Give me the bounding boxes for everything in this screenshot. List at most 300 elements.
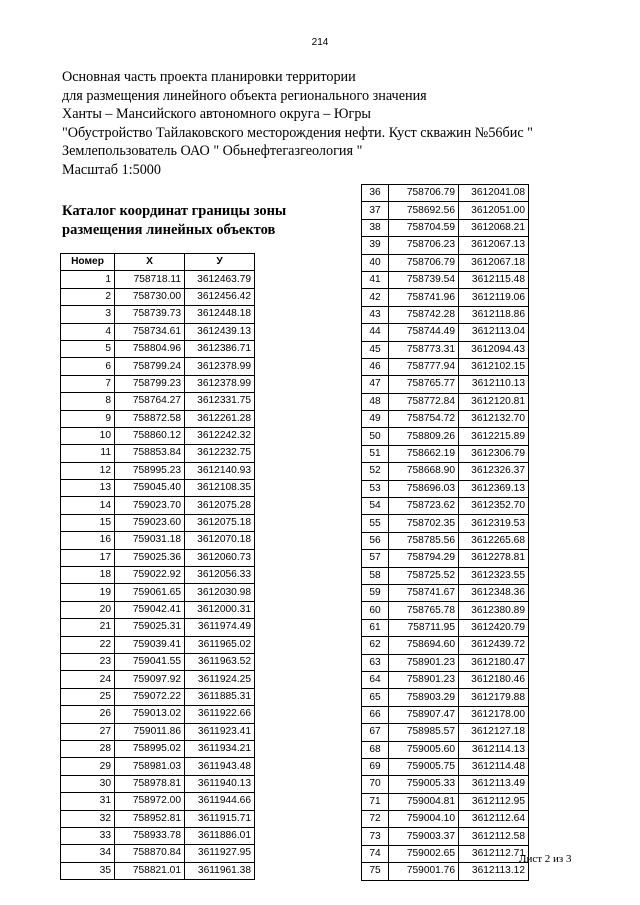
table-row [61,427,255,444]
table-row [61,306,255,323]
cell-y: 3612113.04 [459,324,529,341]
cell-num: 72 [362,811,389,828]
cell-y: 3612386.71 [185,340,255,357]
cell-y: 3612070.18 [185,532,255,549]
cell-y: 3612000.31 [185,601,255,618]
cell-num: 2 [61,288,115,305]
cell-x: 758739.54 [389,271,459,288]
cell-x: 758952.81 [115,810,185,827]
cell-x: 759061.65 [115,584,185,601]
cell-x: 758995.23 [115,462,185,479]
cell-y: 3611934.21 [185,740,255,757]
cell-y: 3612102.15 [459,358,529,375]
table-row [362,202,529,219]
cell-y: 3612278.81 [459,550,529,567]
cell-y: 3611961.38 [185,862,255,879]
cell-y: 3612463.79 [185,271,255,288]
cell-num: 15 [61,514,115,531]
cell-num: 53 [362,480,389,497]
cell-y: 3612113.12 [459,863,529,880]
table-row [362,654,529,671]
table-row [61,480,255,497]
cell-num: 18 [61,567,115,584]
cell-x: 759025.31 [115,619,185,636]
table-row [61,567,255,584]
coordinates-table-left [60,253,255,880]
cell-y: 3612265.68 [459,532,529,549]
cell-x: 759005.33 [389,776,459,793]
cell-num: 46 [362,358,389,375]
cell-y: 3612112.58 [459,828,529,845]
cell-y: 3612056.33 [185,567,255,584]
cell-x: 759041.55 [115,653,185,670]
cell-x: 758933.78 [115,827,185,844]
cell-y: 3612378.99 [185,375,255,392]
table-row [362,393,529,410]
cell-y: 3612112.95 [459,793,529,810]
table-row [362,428,529,445]
table-row [61,462,255,479]
cell-num: 19 [61,584,115,601]
cell-num: 11 [61,445,115,462]
cell-num: 49 [362,411,389,428]
cell-num: 55 [362,515,389,532]
cell-y: 3612420.79 [459,619,529,636]
header-line: Основная часть проекта планировки территории [62,69,356,85]
cell-num: 10 [61,427,115,444]
cell-num: 26 [61,706,115,723]
cell-y: 3612352.70 [459,498,529,515]
cell-y: 3612215.89 [459,428,529,445]
cell-x: 759004.10 [389,811,459,828]
table-row [362,498,529,515]
cell-x: 759002.65 [389,845,459,862]
table-row [362,619,529,636]
cell-y: 3612179.88 [459,689,529,706]
coordinates-table-right [361,184,529,881]
cell-x: 758706.79 [389,185,459,202]
cell-x: 759072.22 [115,688,185,705]
cell-y: 3611963.52 [185,653,255,670]
table-row [61,862,255,879]
cell-y: 3612348.36 [459,584,529,601]
table-row [61,532,255,549]
cell-x: 758872.58 [115,410,185,427]
section-title [62,202,286,239]
cell-y: 3612456.42 [185,288,255,305]
cell-num: 16 [61,532,115,549]
table-row [61,706,255,723]
table-row [362,637,529,654]
table-row [61,445,255,462]
table-row [61,653,255,670]
cell-num: 5 [61,340,115,357]
table-row [362,411,529,428]
cell-num: 34 [61,845,115,862]
table-row [362,306,529,323]
cell-num: 33 [61,827,115,844]
cell-x: 758702.35 [389,515,459,532]
cell-x: 758696.03 [389,480,459,497]
cell-x: 758706.79 [389,254,459,271]
cell-y: 3612439.72 [459,637,529,654]
table-row [362,706,529,723]
cell-num: 40 [362,254,389,271]
page-number: 214 [311,37,329,48]
cell-y: 3612439.13 [185,323,255,340]
cell-x: 758785.56 [389,532,459,549]
cell-y: 3612369.13 [459,480,529,497]
cell-x: 758794.29 [389,550,459,567]
cell-y: 3612242.32 [185,427,255,444]
cell-y: 3612140.93 [185,462,255,479]
cell-num: 69 [362,758,389,775]
cell-num: 21 [61,619,115,636]
cell-y: 3612075.28 [185,497,255,514]
table-row [61,323,255,340]
cell-x: 758799.24 [115,358,185,375]
cell-x: 758706.23 [389,237,459,254]
cell-x: 759003.37 [389,828,459,845]
cell-y: 3611943.48 [185,758,255,775]
table-row [61,340,255,357]
cell-y: 3612380.89 [459,602,529,619]
cell-y: 3612180.46 [459,671,529,688]
cell-num: 9 [61,410,115,427]
cell-x: 758764.27 [115,393,185,410]
cell-num: 66 [362,706,389,723]
table-row [362,567,529,584]
cell-num: 48 [362,393,389,410]
cell-y: 3612114.48 [459,758,529,775]
cell-num: 6 [61,358,115,375]
cell-num: 42 [362,289,389,306]
table-row [362,550,529,567]
cell-x: 759042.41 [115,601,185,618]
table-row [362,358,529,375]
table-row [61,584,255,601]
table-row [362,671,529,688]
cell-num: 75 [362,863,389,880]
cell-num: 62 [362,637,389,654]
table-row [61,549,255,566]
cell-x: 759005.75 [389,758,459,775]
cell-x: 759001.76 [389,863,459,880]
table-row [362,445,529,462]
cell-num: 56 [362,532,389,549]
cell-x: 758821.01 [115,862,185,879]
cell-num: 8 [61,393,115,410]
cell-x: 758907.47 [389,706,459,723]
cell-x: 758809.26 [389,428,459,445]
cell-y: 3611924.25 [185,671,255,688]
cell-y: 3612113.49 [459,776,529,793]
table-row [61,688,255,705]
cell-x: 759097.92 [115,671,185,688]
table-row [362,828,529,845]
cell-num: 38 [362,219,389,236]
table-row [362,289,529,306]
table-row [61,810,255,827]
cell-x: 758725.52 [389,567,459,584]
table-row [362,376,529,393]
cell-y: 3611927.95 [185,845,255,862]
cell-x: 758742.28 [389,306,459,323]
table-row [362,863,529,880]
cell-num: 27 [61,723,115,740]
table-row [61,636,255,653]
cell-y: 3612108.35 [185,480,255,497]
cell-y: 3612261.28 [185,410,255,427]
table-row [61,393,255,410]
section-title-line: размещения линейных объектов [62,221,276,238]
cell-y: 3612323.55 [459,567,529,584]
cell-x: 758704.59 [389,219,459,236]
table-row [362,758,529,775]
cell-x: 759045.40 [115,480,185,497]
cell-x: 758799.23 [115,375,185,392]
cell-x: 758765.77 [389,376,459,393]
document-header [62,68,533,180]
table-row [61,288,255,305]
cell-num: 17 [61,549,115,566]
cell-num: 74 [362,845,389,862]
cell-num: 51 [362,445,389,462]
cell-y: 3612114.13 [459,741,529,758]
cell-y: 3612132.70 [459,411,529,428]
table-row [61,410,255,427]
cell-x: 758901.23 [389,654,459,671]
cell-num: 13 [61,480,115,497]
cell-x: 758903.29 [389,689,459,706]
cell-num: 37 [362,202,389,219]
cell-x: 759039.41 [115,636,185,653]
table-row [362,185,529,202]
cell-num: 31 [61,793,115,810]
table-row [61,740,255,757]
header-line: "Обустройство Тайлаковского месторождения нефти. Куст скважин №56бис " [62,124,533,141]
header-y: У [185,254,255,271]
cell-y: 3612378.99 [185,358,255,375]
cell-num: 67 [362,724,389,741]
cell-x: 758694.60 [389,637,459,654]
cell-num: 64 [362,671,389,688]
cell-x: 759023.70 [115,497,185,514]
cell-num: 14 [61,497,115,514]
cell-y: 3611886.01 [185,827,255,844]
cell-y: 3612127.18 [459,724,529,741]
cell-num: 73 [362,828,389,845]
cell-y: 3611940.13 [185,775,255,792]
table-row [362,324,529,341]
cell-y: 3612041.08 [459,185,529,202]
cell-x: 758711.95 [389,619,459,636]
cell-x: 758754.72 [389,411,459,428]
table-row [61,723,255,740]
cell-y: 3612118.86 [459,306,529,323]
cell-x: 758972.00 [115,793,185,810]
cell-x: 758723.62 [389,498,459,515]
table-header-row [61,254,255,271]
cell-num: 25 [61,688,115,705]
cell-num: 29 [61,758,115,775]
cell-num: 70 [362,776,389,793]
cell-x: 758765.78 [389,602,459,619]
header-line: Масштаб 1:5000 [62,161,161,178]
cell-num: 35 [61,862,115,879]
table-row [362,463,529,480]
cell-num: 57 [362,550,389,567]
cell-num: 52 [362,463,389,480]
cell-num: 58 [362,567,389,584]
cell-x: 758668.90 [389,463,459,480]
cell-x: 759004.81 [389,793,459,810]
cell-x: 758981.03 [115,758,185,775]
cell-y: 3612110.13 [459,376,529,393]
cell-x: 758978.81 [115,775,185,792]
cell-y: 3611915.71 [185,810,255,827]
cell-num: 45 [362,341,389,358]
table-row [362,219,529,236]
cell-x: 758772.84 [389,393,459,410]
table-row [362,515,529,532]
table-row [61,271,255,288]
cell-x: 759023.60 [115,514,185,531]
cell-y: 3612448.18 [185,306,255,323]
cell-y: 3612075.18 [185,514,255,531]
cell-num: 4 [61,323,115,340]
cell-num: 43 [362,306,389,323]
cell-y: 3612030.98 [185,584,255,601]
cell-y: 3612319.53 [459,515,529,532]
table-row [362,532,529,549]
table-row [61,358,255,375]
table-row [61,758,255,775]
cell-num: 30 [61,775,115,792]
cell-y: 3612112.71 [459,845,529,862]
table-row [61,619,255,636]
cell-y: 3612180.47 [459,654,529,671]
cell-num: 24 [61,671,115,688]
table-row [61,514,255,531]
table-row [362,271,529,288]
cell-y: 3612094.43 [459,341,529,358]
cell-x: 758730.00 [115,288,185,305]
cell-y: 3611885.31 [185,688,255,705]
cell-y: 3612326.37 [459,463,529,480]
cell-y: 3612068.21 [459,219,529,236]
table-row [362,237,529,254]
cell-y: 3612232.75 [185,445,255,462]
table-row [61,827,255,844]
table-row [362,845,529,862]
cell-x: 758718.11 [115,271,185,288]
table-row [61,793,255,810]
cell-num: 41 [362,271,389,288]
table-row [362,776,529,793]
cell-x: 758773.31 [389,341,459,358]
cell-x: 758741.67 [389,584,459,601]
cell-y: 3611922.66 [185,706,255,723]
cell-y: 3612306.79 [459,445,529,462]
cell-num: 68 [362,741,389,758]
cell-y: 3612115.48 [459,271,529,288]
cell-x: 758744.49 [389,324,459,341]
cell-x: 758870.84 [115,845,185,862]
table-row [362,341,529,358]
cell-num: 12 [61,462,115,479]
cell-x: 758692.56 [389,202,459,219]
cell-y: 3611974.49 [185,619,255,636]
header-x: X [115,254,185,271]
cell-x: 758734.61 [115,323,185,340]
table-row [362,811,529,828]
cell-y: 3612119.06 [459,289,529,306]
table-row [362,793,529,810]
table-row [61,775,255,792]
sheet-footer: Лист 2 из 3 [519,853,572,865]
table-row [61,497,255,514]
cell-num: 63 [362,654,389,671]
cell-x: 758995.02 [115,740,185,757]
table-row [61,845,255,862]
cell-x: 758741.96 [389,289,459,306]
table-row [362,602,529,619]
table-row [362,724,529,741]
cell-num: 22 [61,636,115,653]
cell-x: 759031.18 [115,532,185,549]
table-row [362,741,529,758]
cell-num: 7 [61,375,115,392]
cell-x: 759022.92 [115,567,185,584]
header-line: Землепользователь ОАО " Обьнефтегазгеология " [62,143,363,160]
cell-num: 50 [362,428,389,445]
cell-x: 758853.84 [115,445,185,462]
table-row [362,584,529,601]
cell-num: 28 [61,740,115,757]
cell-num: 59 [362,584,389,601]
table-row [362,689,529,706]
cell-x: 758901.23 [389,671,459,688]
cell-x: 758985.57 [389,724,459,741]
cell-x: 758777.94 [389,358,459,375]
table-row [61,671,255,688]
cell-num: 36 [362,185,389,202]
cell-y: 3611944.66 [185,793,255,810]
table-row [61,375,255,392]
cell-x: 759005.60 [389,741,459,758]
cell-y: 3611923.41 [185,723,255,740]
header-line: Ханты – Мансийского автономного округа – Югры [62,106,371,123]
cell-y: 3612067.18 [459,254,529,271]
table-row [362,480,529,497]
cell-y: 3612178.00 [459,706,529,723]
cell-num: 65 [362,689,389,706]
cell-num: 20 [61,601,115,618]
cell-num: 47 [362,376,389,393]
cell-y: 3612051.00 [459,202,529,219]
cell-x: 759025.36 [115,549,185,566]
cell-num: 44 [362,324,389,341]
section-title-line: Каталог координат границы зоны [62,203,287,219]
cell-x: 758860.12 [115,427,185,444]
header-line: для размещения линейного объекта регионального значения [62,87,427,104]
cell-y: 3612331.75 [185,393,255,410]
cell-x: 758662.19 [389,445,459,462]
cell-y: 3612112.64 [459,811,529,828]
cell-x: 759013.02 [115,706,185,723]
cell-num: 32 [61,810,115,827]
